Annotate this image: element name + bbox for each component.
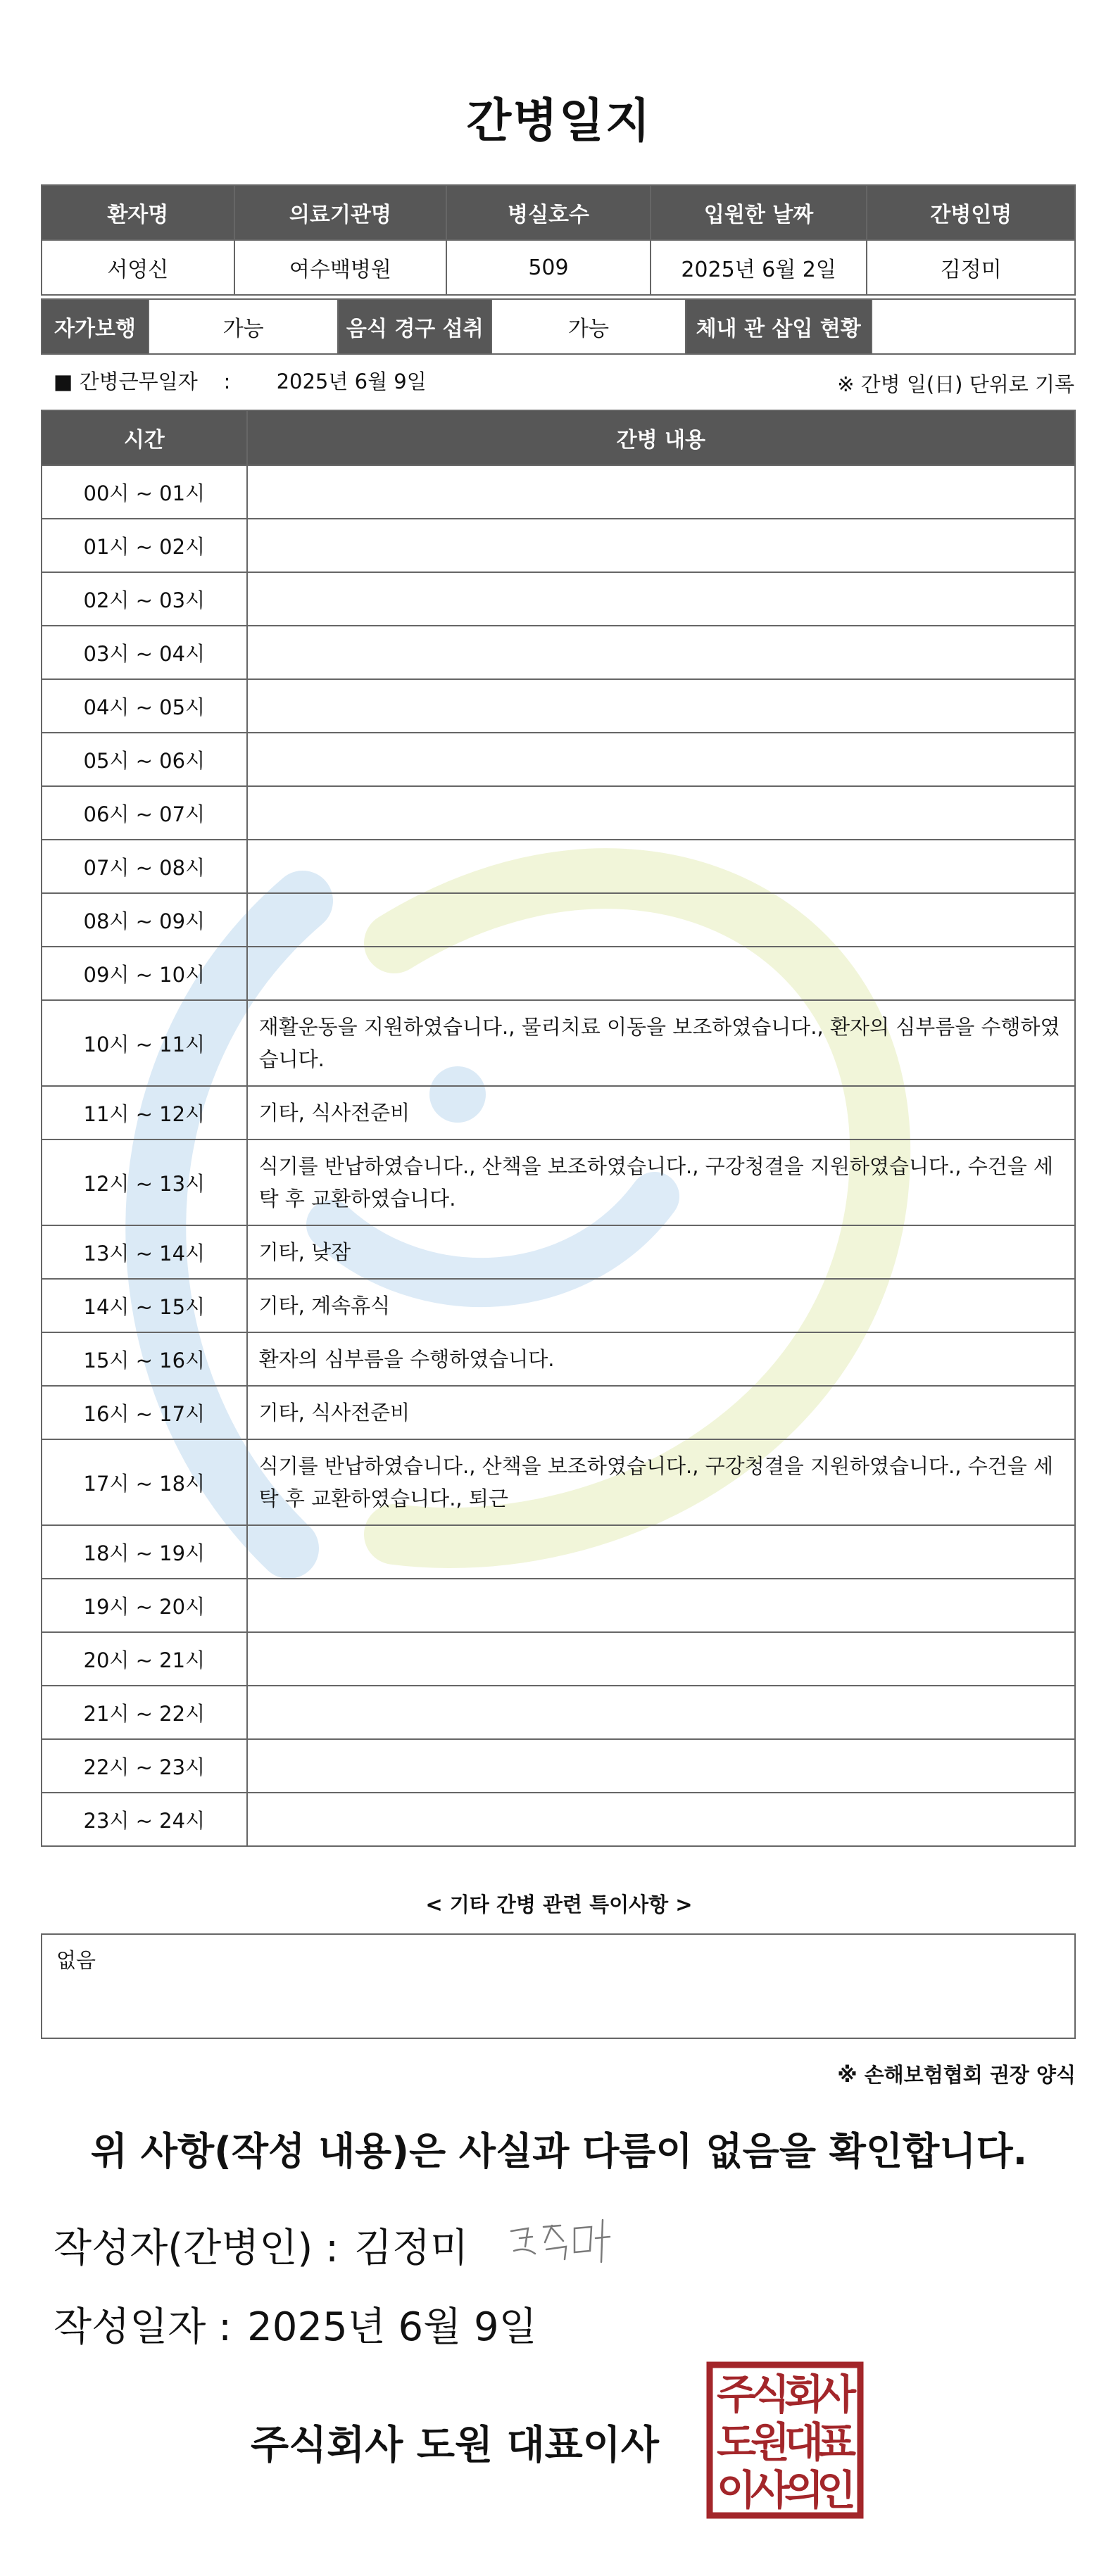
care-row xyxy=(42,733,1075,786)
care-row xyxy=(42,893,1075,947)
special-notes-title: < 기타 간병 관련 특이사항 > xyxy=(425,1893,693,1917)
written-date-line xyxy=(54,2296,537,2352)
care-row-time: 19시 ~ 20시 xyxy=(42,1579,247,1632)
care-row-time: 00시 ~ 01시 xyxy=(42,465,247,519)
work-date-value: 2025년 6월 9일 xyxy=(276,370,427,393)
care-row-time: 21시 ~ 22시 xyxy=(42,1686,247,1739)
svg-text:사: 사 xyxy=(816,2370,857,2418)
hospital-value: 여수백병원 xyxy=(234,240,447,295)
care-row-content xyxy=(247,1793,1075,1846)
care-row-content xyxy=(247,840,1075,893)
care-row xyxy=(42,786,1075,840)
work-date-separator: : xyxy=(223,370,231,393)
written-date-label: 작성일자 : xyxy=(54,2304,232,2350)
care-row-content xyxy=(247,733,1075,786)
svg-text:의: 의 xyxy=(784,2466,824,2514)
svg-text:표: 표 xyxy=(816,2418,857,2466)
care-row-time: 01시 ~ 02시 xyxy=(42,519,247,572)
care-row-time: 23시 ~ 24시 xyxy=(42,1793,247,1846)
writer-line xyxy=(54,2217,468,2273)
care-row-content: 기타, 낮잠 xyxy=(247,1225,1075,1279)
care-row-content: 기타, 식사전준비 xyxy=(247,1086,1075,1139)
care-row xyxy=(42,1525,1075,1579)
tube-value xyxy=(872,299,1075,354)
care-row-content xyxy=(247,1686,1075,1739)
form-footnote: ※ 손해보험협회 권장 양식 xyxy=(837,2063,1076,2087)
care-row-content: 식기를 반납하였습니다., 산책을 보조하였습니다., 구강청결을 지원하였습니다., 수건을 세탁 후 교환하였습니다. xyxy=(247,1139,1075,1225)
oral-intake-value: 가능 xyxy=(491,299,685,354)
care-row-time: 16시 ~ 17시 xyxy=(42,1386,247,1439)
care-row xyxy=(42,1579,1075,1632)
care-row xyxy=(42,626,1075,679)
svg-text:사: 사 xyxy=(750,2466,791,2514)
self-walk-label: 자가보행 xyxy=(42,299,149,354)
care-row-content: 기타, 식사전준비 xyxy=(247,1386,1075,1439)
care-row-content: 재활운동을 지원하였습니다., 물리치료 이동을 보조하였습니다., 환자의 심부름을 수행하였습니다. xyxy=(247,1000,1075,1086)
care-row-content xyxy=(247,572,1075,626)
patient-info-header-row xyxy=(42,185,1075,240)
care-row-time: 08시 ~ 09시 xyxy=(42,893,247,947)
work-date-label: ■ 간병근무일자 xyxy=(54,370,198,393)
care-row xyxy=(42,572,1075,626)
care-table-header-row xyxy=(42,410,1075,465)
admission-date-value: 2025년 6월 2일 xyxy=(651,240,867,295)
header-patient-name: 환자명 xyxy=(42,185,234,240)
caregiver-value: 김정미 xyxy=(867,240,1075,295)
care-row xyxy=(42,679,1075,733)
care-row-content xyxy=(247,1525,1075,1579)
header-care-content: 간병 내용 xyxy=(247,410,1075,465)
work-date-line xyxy=(54,366,427,395)
care-row-time: 03시 ~ 04시 xyxy=(42,626,247,679)
care-row xyxy=(42,1632,1075,1686)
svg-text:도: 도 xyxy=(716,2418,757,2466)
care-row-time: 05시 ~ 06시 xyxy=(42,733,247,786)
header-admission-date: 입원한 날짜 xyxy=(651,185,867,240)
header-room: 병실호수 xyxy=(446,185,651,240)
care-row xyxy=(42,1332,1075,1386)
oral-intake-label: 음식 경구 섭취 xyxy=(338,299,491,354)
svg-text:인: 인 xyxy=(816,2466,857,2514)
care-row-time: 14시 ~ 15시 xyxy=(42,1279,247,1332)
care-row-content: 환자의 심부름을 수행하였습니다. xyxy=(247,1332,1075,1386)
care-row-time: 06시 ~ 07시 xyxy=(42,786,247,840)
care-row-content xyxy=(247,626,1075,679)
care-log-table xyxy=(41,410,1076,1847)
care-row-time: 07시 ~ 08시 xyxy=(42,840,247,893)
care-row xyxy=(42,1439,1075,1525)
care-row xyxy=(42,1225,1075,1279)
care-row-time: 15시 ~ 16시 xyxy=(42,1332,247,1386)
care-row-content xyxy=(247,465,1075,519)
care-table-body xyxy=(42,465,1075,1846)
care-row-content xyxy=(247,519,1075,572)
care-row-time: 11시 ~ 12시 xyxy=(42,1086,247,1139)
care-row-time: 04시 ~ 05시 xyxy=(42,679,247,733)
care-row-content xyxy=(247,947,1075,1000)
care-row xyxy=(42,1000,1075,1086)
self-walk-value: 가능 xyxy=(149,299,338,354)
care-row-content xyxy=(247,893,1075,947)
care-row-time: 17시 ~ 18시 xyxy=(42,1439,247,1525)
header-caregiver: 간병인명 xyxy=(867,185,1075,240)
care-row-time: 02시 ~ 03시 xyxy=(42,572,247,626)
room-value: 509 xyxy=(446,240,651,295)
company-representative: 주식회사 도원 대표이사 xyxy=(251,2423,659,2468)
patient-status-table xyxy=(41,298,1076,355)
care-row-content xyxy=(247,679,1075,733)
care-row xyxy=(42,1739,1075,1793)
care-row xyxy=(42,1686,1075,1739)
care-row xyxy=(42,1793,1075,1846)
svg-text:식: 식 xyxy=(750,2370,791,2418)
handwritten-signature xyxy=(504,2210,631,2266)
svg-text:회: 회 xyxy=(784,2370,824,2418)
tube-label: 체내 관 삽입 현황 xyxy=(686,299,872,354)
care-row-content xyxy=(247,1739,1075,1793)
care-row-content: 기타, 계속휴식 xyxy=(247,1279,1075,1332)
svg-text:대: 대 xyxy=(784,2418,824,2466)
special-notes-content: 없음 xyxy=(56,1948,96,1972)
care-row-time: 20시 ~ 21시 xyxy=(42,1632,247,1686)
writer-name: 김정미 xyxy=(353,2225,469,2271)
care-row-time: 18시 ~ 19시 xyxy=(42,1525,247,1579)
writer-label: 작성자(간병인) : xyxy=(54,2225,339,2271)
care-row xyxy=(42,840,1075,893)
care-row-content xyxy=(247,786,1075,840)
header-hospital: 의료기관명 xyxy=(234,185,447,240)
care-row-time: 09시 ~ 10시 xyxy=(42,947,247,1000)
care-row-time: 13시 ~ 14시 xyxy=(42,1225,247,1279)
care-row xyxy=(42,1279,1075,1332)
patient-info-table xyxy=(41,184,1076,296)
care-row-time: 22시 ~ 23시 xyxy=(42,1739,247,1793)
svg-text:주: 주 xyxy=(716,2370,757,2418)
care-row xyxy=(42,465,1075,519)
care-row-content: 식기를 반납하였습니다., 산책을 보조하였습니다., 구강청결을 지원하였습니다., 수건을 세탁 후 교환하였습니다., 퇴근 xyxy=(247,1439,1075,1525)
company-seal-stamp xyxy=(705,2361,865,2520)
patient-info-value-row xyxy=(42,240,1075,295)
header-time: 시간 xyxy=(42,410,247,465)
svg-text:이: 이 xyxy=(716,2466,757,2514)
care-row xyxy=(42,1086,1075,1139)
care-row-content xyxy=(247,1579,1075,1632)
page-title: 간병일지 xyxy=(466,94,652,148)
patient-name-value: 서영신 xyxy=(42,240,234,295)
confirmation-statement: 위 사항(작성 내용)은 사실과 다름이 없음을 확인합니다. xyxy=(90,2129,1028,2173)
care-row xyxy=(42,1386,1075,1439)
svg-text:원: 원 xyxy=(750,2418,791,2466)
care-row-content xyxy=(247,1632,1075,1686)
written-date-value: 2025년 6월 9일 xyxy=(247,2304,537,2350)
status-row xyxy=(42,299,1075,354)
care-row-time: 10시 ~ 11시 xyxy=(42,1000,247,1086)
care-row-time: 12시 ~ 13시 xyxy=(42,1139,247,1225)
special-notes-box xyxy=(41,1933,1076,2039)
care-row xyxy=(42,1139,1075,1225)
care-row xyxy=(42,519,1075,572)
care-row xyxy=(42,947,1075,1000)
unit-note: ※ 간병 일(日) 단위로 기록 xyxy=(837,372,1074,396)
